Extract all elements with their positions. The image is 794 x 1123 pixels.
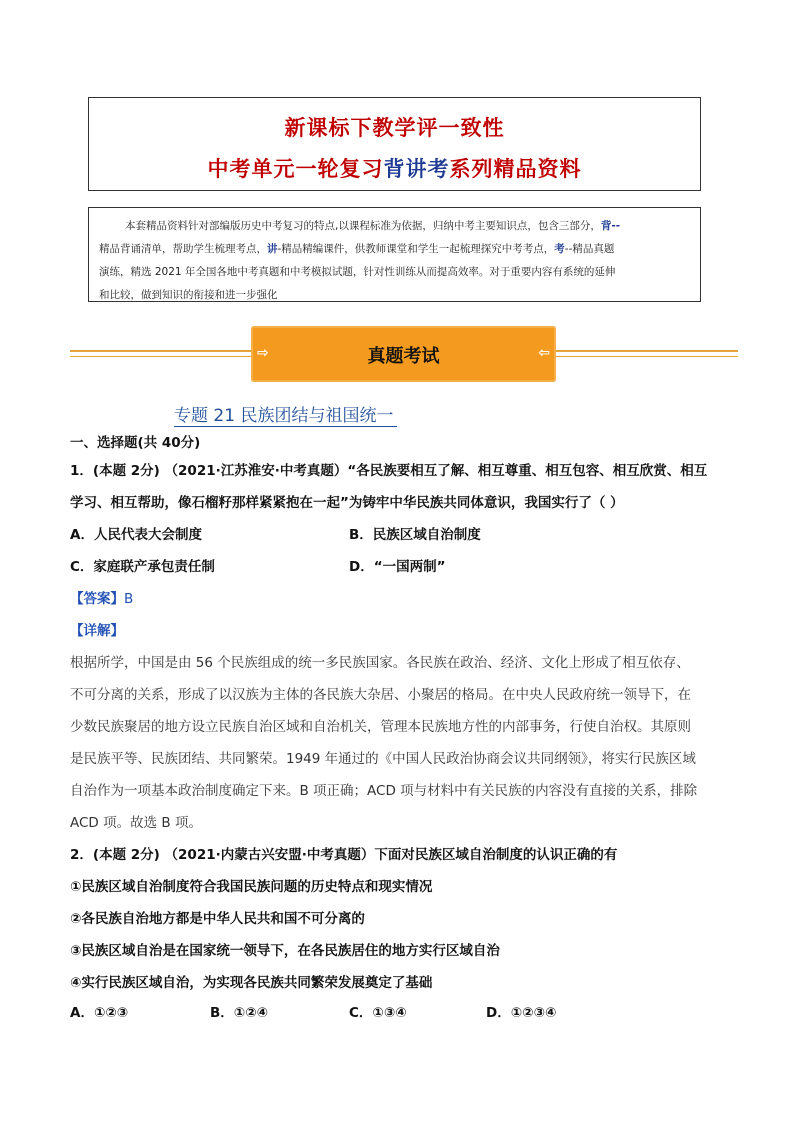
q1-answer xyxy=(70,590,133,608)
q1-option-d: D．“一国两制” xyxy=(349,559,446,575)
q2-option-d: D．①②③④ xyxy=(486,1005,557,1021)
q2-option-b: B．①②④ xyxy=(210,1005,269,1021)
header-title-line1: 新课标下教学评一致性 xyxy=(284,115,505,140)
q1-option-b: B．民族区域自治制度 xyxy=(349,527,481,543)
q2-option-c: C．①③④ xyxy=(349,1005,407,1021)
description-text: --精品真题 xyxy=(564,243,615,255)
q2-statement-1: ①民族区域自治制度符合我国民族问题的历史特点和现实情况 xyxy=(70,879,433,895)
description-keyword-bei: 背-- xyxy=(600,220,621,232)
description-text: -精品精编课件，供教师课堂和学生一起梳理探究中考考点， xyxy=(277,243,555,255)
q2-statement-3: ③民族区域自治是在国家统一领导下，在各民族居住的地方实行区域自治 xyxy=(70,943,500,959)
arrow-right-icon: ⇨ xyxy=(257,345,269,361)
description-box xyxy=(88,207,701,302)
q1-detail-line: 不可分离的关系，形成了以汉族为主体的各民族大杂居、小聚居的格局。在中央人民政府统一领导下，在 xyxy=(70,687,691,703)
header-title-part-a: 中考单元一轮复习 xyxy=(207,156,384,181)
section-heading: 一、选择题(共 40分) xyxy=(70,435,201,451)
description-line-4: 和比较，做到知识的衔接和进一步强化 xyxy=(99,289,278,301)
section-banner xyxy=(251,326,556,382)
q1-detail-line: 是民族平等、民族团结、共同繁荣。1949 年通过的《中国人民政治协商会议共同纲领》，将实行民族区域 xyxy=(70,751,696,767)
banner-line-left-top xyxy=(70,350,253,352)
header-keyword-jiang: 讲 xyxy=(405,156,428,181)
q1-option-a: A．人民代表大会制度 xyxy=(70,527,202,543)
q1-detail-line: 自治作为一项基本政治制度确定下来。B 项正确；ACD 项与材料中有关民族的内容没有直接的关系，排除 xyxy=(70,783,698,799)
q1-detail-line: ACD 项。故选 B 项。 xyxy=(70,815,202,831)
q1-stem-line1: 1．(本题 2分) （2021·江苏淮安·中考真题）“各民族要相互了解、相互尊重、相互包容、相互欣赏、相互 xyxy=(70,463,708,479)
topic-subtitle: 专题 21 民族团结与祖国统一 xyxy=(174,401,397,427)
banner-label: 真题考试 xyxy=(367,346,440,367)
header-title-box xyxy=(88,97,701,191)
banner-line-right-top xyxy=(555,350,738,352)
arrow-left-icon: ⇦ xyxy=(538,345,550,361)
q2-statement-2: ②各民族自治地方都是中华人民共和国不可分离的 xyxy=(70,911,365,927)
description-text: 本套精品资料针对部编版历史中考复习的特点,以课程标准为依据，归纳中考主要知识点，包含三部分， xyxy=(125,220,601,232)
description-text: 精品背诵清单，帮助学生梳理考点， xyxy=(99,243,267,255)
q1-detail-line: 少数民族聚居的地方设立民族自治区域和自治机关，管理本民族地方性的内部事务，行使自治权。其原则 xyxy=(70,719,691,735)
answer-value: B xyxy=(124,591,134,607)
banner-line-left-bottom xyxy=(70,356,253,357)
header-keyword-kao: 考 xyxy=(427,156,450,181)
q1-option-c: C．家庭联产承包责任制 xyxy=(70,559,215,575)
description-line-3: 演练，精选 2021 年全国各地中考真题和中考模拟试题，针对性训练从而提高效率。对于重要内容有系统的延伸 xyxy=(99,266,616,278)
q2-option-a: A．①②③ xyxy=(70,1005,129,1021)
banner-line-right-bottom xyxy=(555,356,738,357)
description-keyword-jiang: 讲 xyxy=(267,243,278,255)
answer-label: 【答案】 xyxy=(70,591,124,607)
q1-stem-line2: 学习、相互帮助，像石榴籽那样紧紧抱在一起”为铸牢中华民族共同体意识，我国实行了（ ） xyxy=(70,495,624,511)
q2-stem: 2．(本题 2分) （2021·内蒙古兴安盟·中考真题）下面对民族区域自治制度的认识正确的有 xyxy=(70,847,618,863)
q2-statement-4: ④实行民族区域自治，为实现各民族共同繁荣发展奠定了基础 xyxy=(70,975,433,991)
q1-detail-line: 根据所学，中国是由 56 个民族组成的统一多民族国家。各民族在政治、经济、文化上形成了相互依存、 xyxy=(70,655,690,671)
header-title-line2 xyxy=(89,153,700,183)
description-line-2 xyxy=(99,238,690,261)
header-title-part-b: 系列精品资料 xyxy=(449,156,582,181)
description-keyword-kao: 考 xyxy=(554,243,565,255)
q1-detail-label: 【详解】 xyxy=(70,623,124,639)
description-line-1 xyxy=(99,215,690,238)
header-keyword-bei: 背 xyxy=(383,156,406,181)
